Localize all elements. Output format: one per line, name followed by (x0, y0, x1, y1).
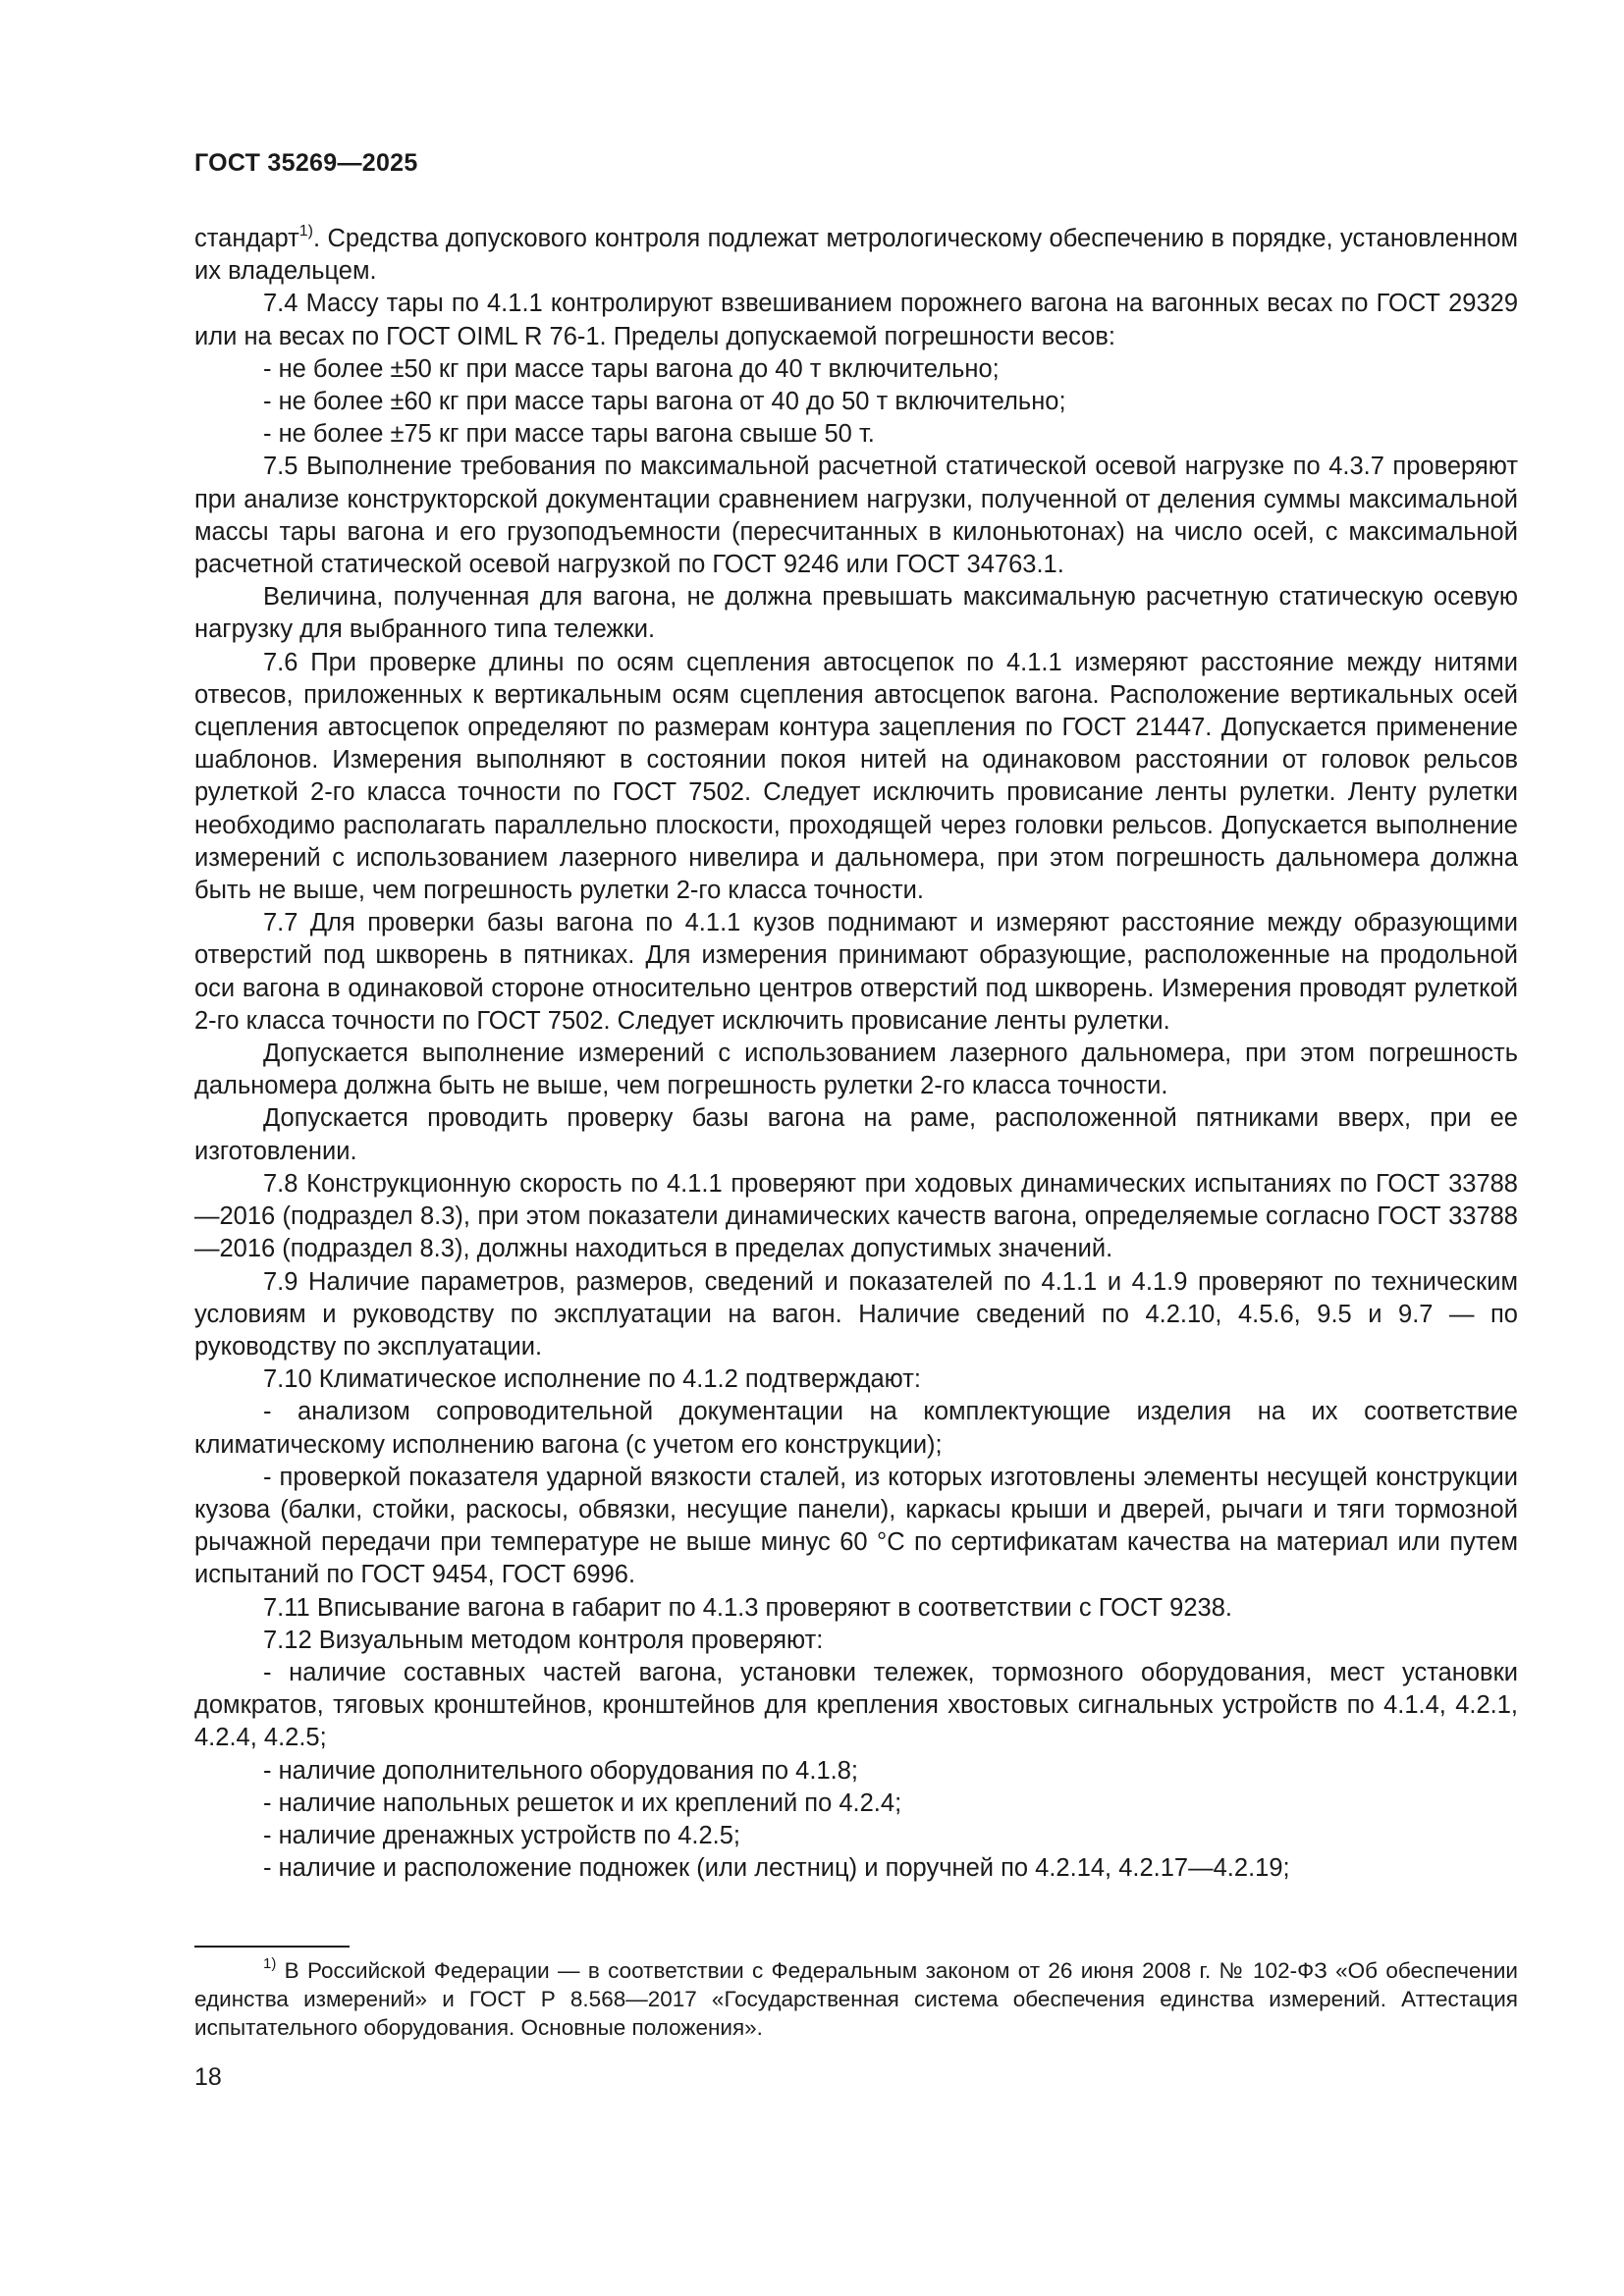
list-item: - наличие составных частей вагона, установки тележек, тормозного оборудования, мест установки домкратов, тяговых кронштейнов, кронштейнов для крепления хвостовых сигнальных устройств по 4.1.4, 4.2.1, 4.2.4, 4.2.5; (194, 1658, 1518, 1752)
footnote (194, 1956, 1518, 2042)
paragraph: Величина, полученная для вагона, не должна превышать максимальную расчетную статическую осевую нагрузку для выбранного типа тележки. (194, 583, 1518, 644)
document-header: ГОСТ 35269—2025 (194, 149, 418, 177)
list-item: - наличие дополнительного оборудования по 4.1.8; (263, 1756, 858, 1785)
paragraph-7-10: 7.10 Климатическое исполнение по 4.1.2 подтверждают: (263, 1365, 921, 1394)
paragraph-7-11: 7.11 Вписывание вагона в габарит по 4.1.3 проверяют в соответствии с ГОСТ 9238. (263, 1593, 1232, 1622)
paragraph-text: . Средства допускового контроля подлежат метрологическому обеспечению в порядке, установленном их владельцем. (194, 225, 1518, 286)
paragraph-7-9: 7.9 Наличие параметров, размеров, сведений и показателей по 4.1.1 и 4.1.9 проверяют по техническим условиям и руководству по эксплуатации на вагон. Наличие сведений по 4.2.10, 4.5.6, 9.5 и 9.7 — по руководству по эксплуатации. (194, 1267, 1518, 1361)
paragraph-continuation (194, 223, 1518, 288)
paragraph: Допускается проводить проверку базы вагона на раме, расположенной пятниками вверх, при ее изготовлении. (194, 1104, 1518, 1165)
list-item: - не более ±75 кг при массе тары вагона свыше 50 т. (263, 420, 875, 449)
document-body (194, 223, 1518, 1885)
footnote-marker: 1) (263, 1954, 277, 1972)
list-item: - наличие напольных решеток и их креплений по 4.2.4; (263, 1789, 902, 1817)
footnote-separator (194, 1946, 350, 1948)
paragraph: Допускается выполнение измерений с использованием лазерного дальномера, при этом погрешность дальномера должна быть не выше, чем погрешность рулетки 2-го класса точности. (194, 1040, 1518, 1100)
paragraph-7-4: 7.4 Массу тары по 4.1.1 контролируют взвешиванием порожнего вагона на вагонных весах по ГОСТ 29329 или на весах по ГОСТ OIML R 76-1. Пределы допускаемой погрешности весов: (194, 290, 1518, 350)
paragraph-7-12: 7.12 Визуальным методом контроля проверяют: (263, 1626, 824, 1654)
footnote-reference: 1) (298, 222, 314, 240)
list-item: - наличие дренажных устройств по 4.2.5; (263, 1821, 741, 1849)
list-item: - наличие и расположение подножек (или лестниц) и поручней по 4.2.14, 4.2.17—4.2.19; (263, 1854, 1290, 1883)
list-item: - анализом сопроводительной документации на комплектующие изделия на их соответствие климатическому исполнению вагона (с учетом его конструкции); (194, 1398, 1518, 1459)
list-item: - не более ±60 кг при массе тары вагона от 40 до 50 т включительно; (263, 388, 1066, 416)
paragraph-7-5: 7.5 Выполнение требования по максимальной расчетной статической осевой нагрузке по 4.3.7 проверяют при анализе конструкторской документации сравнением нагрузки, полученной от деления суммы максимальной массы тары вагона и его грузоподъемности (пересчитанных в килоньютонах) на число осей, с максимальной расчетной статической осевой нагрузкой по ГОСТ 9246 или ГОСТ 34763.1. (194, 453, 1518, 579)
list-item: - проверкой показателя ударной вязкости сталей, из которых изготовлены элементы несущей конструкции кузова (балки, стойки, раскосы, обвязки, несущие панели), каркасы крыши и дверей, рычаги и тяги тормозной рычажной передачи при температуре не выше минус 60 °С по сертификатам качества на материал или путем испытаний по ГОСТ 9454, ГОСТ 6996. (194, 1463, 1518, 1589)
page-number: 18 (194, 2063, 222, 2091)
list-item: - не более ±50 кг при массе тары вагона до 40 т включительно; (263, 354, 1000, 383)
footnote-text: В Российской Федерации — в соответствии с Федеральным законом от 26 июня 2008 г. № 102-ФЗ «Об обеспечении единства измерений» и ГОСТ Р 8.568—2017 «Государственная система обеспечения единства измерений. Аттестация испытательного оборудования. Основные положения». (194, 1958, 1518, 2040)
paragraph-7-8: 7.8 Конструкционную скорость по 4.1.1 проверяют при ходовых динамических испытаниях по ГОСТ 33788—2016 (подраздел 8.3), при этом показатели динамических качеств вагона, определяемые согласно ГОСТ 33788—2016 (подраздел 8.3), должны находиться в пределах допустимых значений. (194, 1169, 1518, 1263)
paragraph-7-6: 7.6 При проверке длины по осям сцепления автосцепок по 4.1.1 измеряют расстояние между нитями отвесов, приложенных к вертикальным осям сцепления автосцепок вагона. Расположение вертикальных осей сцепления автосцепок определяют по размерам контура зацепления по ГОСТ 21447. Допускается применение шаблонов. Измерения выполняют в состоянии покоя нитей на одинаковом расстоянии от головок рельсов рулеткой 2-го класса точности по ГОСТ 7502. Следует исключить провисание ленты рулетки. Ленту рулетки необходимо располагать параллельно плоскости, проходящей через головки рельсов. Допускается выполнение измерений с использованием лазерного нивелира и дальномера, при этом погрешность дальномера должна быть не выше, чем погрешность рулетки 2-го класса точности. (194, 648, 1518, 905)
paragraph-text: стандарт (194, 225, 299, 252)
paragraph-7-7: 7.7 Для проверки базы вагона по 4.1.1 кузов поднимают и измеряют расстояние между образующими отверстий под шкворень в пятниках. Для измерения принимают образующие, расположенные на продольной оси вагона в одинаковой стороне относительно центров отверстий под шкворень. Измерения проводят рулеткой 2-го класса точности по ГОСТ 7502. Следует исключить провисание ленты рулетки. (194, 909, 1518, 1035)
